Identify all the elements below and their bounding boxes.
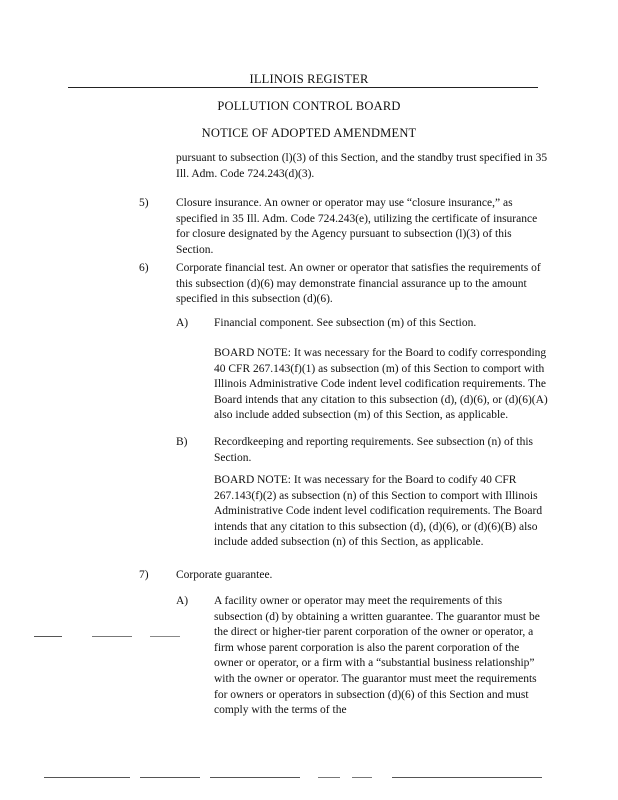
- notice-title: NOTICE OF ADOPTED AMENDMENT: [201, 126, 417, 140]
- scan-mark: [140, 777, 200, 778]
- item-6-label: 6): [139, 262, 149, 274]
- item-5-label: 5): [139, 197, 149, 209]
- item-6a-text: Financial component. See subsection (m) of this Section.: [214, 317, 477, 329]
- item-6a-label: A): [176, 317, 189, 329]
- item-6b-board-note: BOARD NOTE: It was necessary for the Board to codify 40 CFR 267.143(f)(2) as subsection (n) of this Section to comport with Illinois Administrative Code indent level codification requirements. The Board intends that any citation to this subsection (d), (d)(6), or (d)(6)(B) also include added subsection (n) of this Section, as applicable.: [214, 474, 543, 549]
- item-6b-text: Recordkeeping and reporting requirements. See subsection (n) of this Section.: [214, 436, 534, 464]
- scan-mark: [34, 636, 62, 637]
- register-title: ILLINOIS REGISTER: [0, 72, 618, 87]
- item-7-label: 7): [139, 569, 149, 581]
- item-7a-label: A): [176, 595, 189, 607]
- scan-mark: [44, 777, 130, 778]
- scan-mark: [318, 777, 340, 778]
- scan-mark: [150, 636, 180, 637]
- scan-mark: [210, 777, 300, 778]
- item-7a-text: A facility owner or operator may meet the requirements of this subsection (d) by obtaining a written guarantee. The guarantor must be the direct or higher-tier parent corporation of the owner or operator, a firm whose parent corporation is also the parent corporation of the owner or operator, or a firm with a “substantial business relationship” with the owner or operator. The guarantor must meet the requirements for owners or operators in subsection (d)(6) of this Section and must comply with the terms of the: [214, 595, 540, 717]
- item-6a-board-note: BOARD NOTE: It was necessary for the Board to codify corresponding 40 CFR 267.143(f)(1) as subsection (m) of this Section to comport with Illinois Administrative Code indent level codification requirements. The Board intends that any citation to this subsection (d), (d)(6), or (d)(6)(A) also include added subsection (m) of this Section, as applicable.: [214, 347, 548, 422]
- scan-mark: [392, 777, 542, 778]
- continuation-paragraph: pursuant to subsection (l)(3) of this Section, and the standby trust specified in 35 Ill. Adm. Code 724.243(d)(3).: [176, 152, 548, 180]
- item-5-text: Closure insurance. An owner or operator may use “closure insurance,” as specified in 35 Ill. Adm. Code 724.243(e), utilizing the certificate of insurance for closure designated by the Agency pursuant to subsection (l)(3) of this Section.: [176, 197, 538, 256]
- item-6-text: Corporate financial test. An owner or operator that satisfies the requirements of this subsection (d)(6) may demonstrate financial assurance up to the amount specified in this subsection (d)(6).: [176, 262, 541, 306]
- item-7-text: Corporate guarantee.: [176, 569, 273, 581]
- scan-mark: [92, 636, 132, 637]
- scan-mark: [352, 777, 372, 778]
- board-name: POLLUTION CONTROL BOARD: [217, 99, 401, 113]
- header-rule: [68, 87, 538, 88]
- item-6b-label: B): [176, 436, 188, 448]
